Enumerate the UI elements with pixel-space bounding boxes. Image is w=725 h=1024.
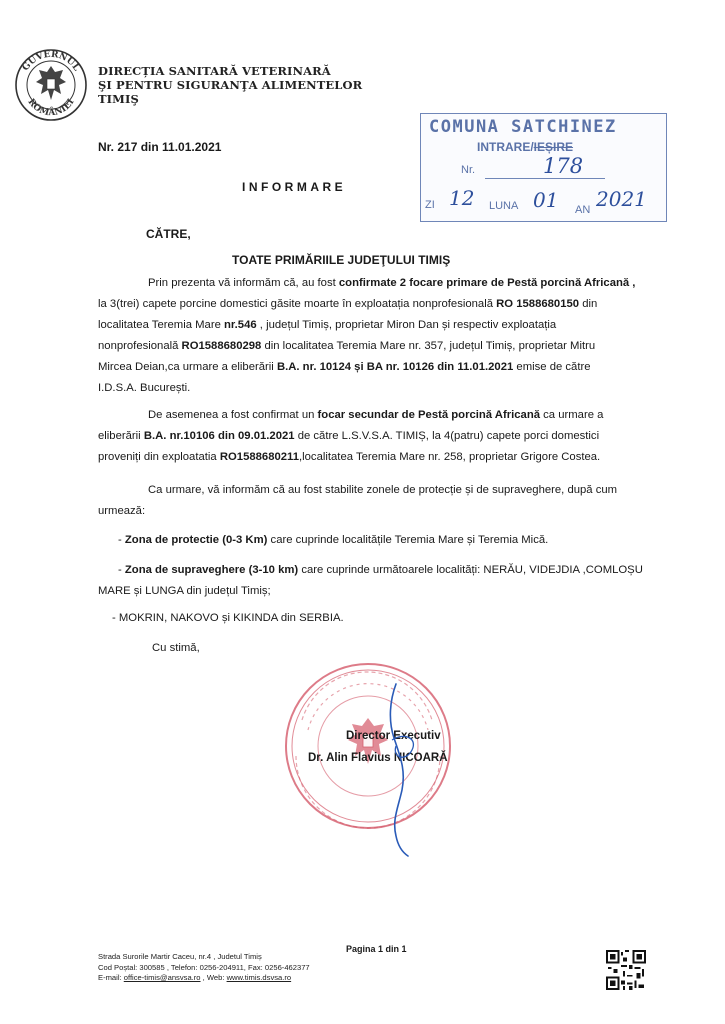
- stamp-title: COMUNA SATCHINEZ: [429, 117, 617, 137]
- stamp-direction-struck: IEȘIRE: [533, 140, 574, 154]
- stamp-zi-value: 12: [449, 186, 475, 210]
- addressee-label: CĂTRE,: [146, 227, 191, 241]
- handwritten-signature: [362, 680, 442, 860]
- stamp-luna-value: 01: [533, 188, 559, 212]
- web-link[interactable]: www.timis.dsvsa.ro: [226, 973, 292, 982]
- closing-greeting: Cu stimă,: [152, 642, 200, 654]
- institution-line-2: ŞI PENTRU SIGURANŢA ALIMENTELOR: [98, 78, 363, 92]
- footer-contact: [98, 952, 310, 984]
- institution-line-3: TIMIŞ: [98, 92, 139, 106]
- paragraph-1: Prin prezenta vă informăm că, au fost confirmate 2 focare primare de Pestă porcină Africană , la 3(trei) capete porcine domestici găsite moarte în exploatația nonprofesională RO 1588680150 din localitatea Teremia Mare nr.546 , județul Timiș, proprietar Miron Dan și respectiv exploatația nonprofesională RO1588680298 din localitatea Teremia Mare nr. 357, județul Timiș, proprietar Mitru Mircea Deian,ca urmare a eliberării B.A. nr. 10124 și BA nr. 10126 din 11.01.2021 emise de către I.D.S.A. București.: [98, 277, 636, 394]
- institution-line-1: DIRECȚIA SANITARĂ VETERINARĂ: [98, 64, 331, 78]
- addressee: TOATE PRIMĂRIILE JUDEŢULUI TIMIŞ: [232, 253, 451, 267]
- footer-address-line: Strada Surorile Martir Caceu, nr.4 , Judetul Timiș: [98, 952, 262, 961]
- seal-text-top: GUVERNUL: [20, 49, 82, 73]
- document-number: Nr. 217 din 11.01.2021: [98, 140, 222, 154]
- registration-stamp: [420, 113, 667, 222]
- stamp-luna-label: LUNA: [489, 200, 519, 212]
- footer-phone-line: Cod Poștal: 300585 , Telefon: 0256-204911, Fax: 0256-462377: [98, 962, 310, 972]
- stamp-an-label: AN: [575, 204, 591, 216]
- seal-text-bottom: ROMÂNIEI: [25, 97, 77, 119]
- paragraph-3: Ca urmare, vă informăm că au fost stabilite zonele de protecție și de supraveghere, după cum urmează:: [98, 484, 618, 517]
- stamp-nr-value: 178: [543, 154, 584, 178]
- surveillance-zone-item: - Zona de supraveghere (3-10 km) care cuprinde următoarele localități: NERĂU, VIDEJDIA ,COMLOȘU MARE și LUNGA din județul Timiș;: [98, 564, 643, 597]
- government-seal-icon: [14, 48, 88, 122]
- stamp-an-value: 2021: [596, 187, 647, 211]
- protection-zone-item: - Zona de protectie (0-3 Km) care cuprinde localitățile Teremia Mare și Teremia Mică.: [118, 534, 549, 546]
- stamp-direction: INTRARE/IEȘIRE: [477, 140, 574, 154]
- qr-code-icon: [606, 950, 646, 990]
- serbia-localities-item: - MOKRIN, NAKOVO și KIKINDA din SERBIA.: [112, 612, 344, 624]
- email-link[interactable]: office-timis@ansvsa.ro: [123, 973, 201, 982]
- document-title: INFORMARE: [242, 180, 347, 194]
- paragraph-2: De asemenea a fost confirmat un focar secundar de Pestă porcină Africană ca urmare a eliberării B.A. nr.10106 din 09.01.2021 de către L.S.V.S.A. TIMIȘ, la 4(patru) capete porci domestici proveniți din exploatatia RO1588680211,localitatea Teremia Mare nr. 258, proprietar Grigore Costea.: [98, 409, 604, 463]
- signatory-title: Director Executiv: [346, 730, 441, 742]
- stamp-zi-label: ZI: [425, 199, 435, 211]
- stamp-nr-label: Nr.: [461, 164, 476, 176]
- institution-name: [98, 64, 362, 106]
- page-number: Pagina 1 din 1: [346, 944, 407, 954]
- footer-email-web-line: E-mail: office-timis@ansvsa.ro , Web: www.timis.dsvsa.ro: [98, 973, 292, 982]
- signatory-name: Dr. Alin Flavius NICOARĂ: [308, 752, 448, 764]
